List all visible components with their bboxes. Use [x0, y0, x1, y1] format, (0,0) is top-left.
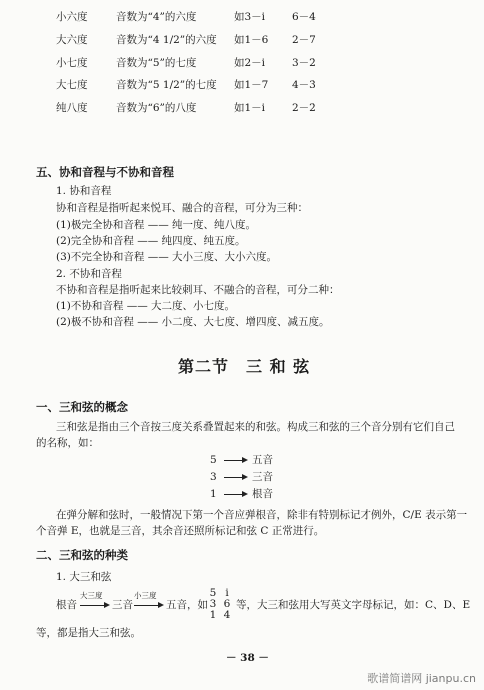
- interval-description: 音数为“4”的六度: [116, 11, 197, 23]
- triad-tone-name: 五音: [252, 454, 273, 466]
- major-third-arrow: [80, 605, 106, 606]
- stack-note: 3: [209, 598, 217, 610]
- stack-note: 5: [209, 587, 217, 599]
- interval-example-1: 如1－6: [234, 34, 269, 46]
- triad-arrow-head: [242, 457, 248, 463]
- dissonant-item-1: (1)不协和音程 —— 大二度、小七度。: [56, 300, 236, 312]
- interval-example-1: 如1－7: [234, 79, 269, 91]
- root-tone-label: 根音: [56, 599, 77, 611]
- part1-heading: 一、三和弦的概念: [36, 400, 128, 414]
- major-third-arrow-head: [104, 602, 110, 608]
- minor-third-arrow: [134, 605, 160, 606]
- consonant-item-3: (3)不完全协和音程 —— 大小三度、大小六度。: [56, 251, 278, 263]
- triad-arrow: [224, 460, 244, 461]
- interval-description: 音数为“5 1/2”的七度: [116, 79, 217, 91]
- interval-name: 大七度: [56, 79, 88, 91]
- page-number: － 38 －: [226, 652, 269, 664]
- stack-note: 1: [209, 609, 217, 621]
- interval-name: 纯八度: [56, 102, 88, 114]
- site-watermark: 歌谱简谱网 jianpu.cn: [367, 672, 476, 685]
- part2-line-rest: 等，大三和弦用大写英文字母标记，如：C、D、E: [236, 599, 471, 611]
- part1-paragraph-line1: 三和弦是指由三个音按三度关系叠置起来的和弦。构成三和弦的三个音分别有它们自己: [56, 421, 455, 433]
- consonant-item-2: (2)完全协和音程 —— 纯四度、纯五度。: [56, 235, 246, 247]
- interval-name: 大六度: [56, 34, 88, 46]
- interval-description: 音数为“5”的七度: [116, 57, 197, 69]
- stack-note: 6: [223, 598, 231, 610]
- minor-third-arrow-head: [158, 602, 164, 608]
- chord-stack-f-major: [222, 588, 232, 621]
- paragraph-consonant: 协和音程是指听起来悦耳、融合的音程，可分为三种：: [56, 202, 308, 214]
- paragraph-dissonant: 不协和音程是指听起来比较刺耳、不融合的音程，可分二种：: [56, 284, 340, 296]
- subheading-consonant: 1. 协和音程: [56, 185, 112, 197]
- triad-degree-number: 3: [210, 471, 217, 483]
- triad-tone-name: 根音: [252, 488, 273, 500]
- interval-name: 小七度: [56, 57, 88, 69]
- chord-stack-c-major: [208, 588, 218, 621]
- triad-arrow: [224, 494, 244, 495]
- stack-note: i: [225, 587, 229, 599]
- triad-degree-number: 1: [210, 488, 217, 500]
- interval-example-1: 如2－i: [234, 57, 266, 69]
- interval-description: 音数为“4 1/2”的六度: [116, 34, 217, 46]
- interval-example-2: 6－4̇: [292, 11, 316, 23]
- interval-example-2: 2－7: [292, 34, 316, 46]
- major-third-label: 大三度: [80, 591, 103, 600]
- dissonant-item-2: (2)极不协和音程 —— 小二度、大七度、增四度、减五度。: [56, 316, 330, 328]
- triad-arrow-head: [242, 491, 248, 497]
- triad-arrow-head: [242, 474, 248, 480]
- part1-paragraph2-line1: 在弹分解和弦时，一般情况下第一个音应弹根音，除非有特别标记才例外，C/E 表示第一: [56, 509, 468, 521]
- interval-example-2: 4－3̇: [292, 79, 316, 91]
- triad-degree-number: 5: [210, 454, 217, 466]
- part1-paragraph-line2: 的名称，如：: [36, 437, 99, 449]
- interval-description: 音数为“6”的八度: [116, 102, 197, 114]
- triad-arrow: [224, 477, 244, 478]
- triad-tone-name: 三音: [252, 471, 273, 483]
- part1-paragraph2-line2: 个音弹 E，也就是三音，其余音还照所标记和弦 C 正常进行。: [36, 525, 325, 537]
- stack-note: 4: [223, 609, 231, 621]
- interval-example-2: 2－2̇: [292, 102, 316, 114]
- minor-third-label: 小三度: [134, 591, 157, 600]
- interval-example-2: 3－2̇: [292, 57, 316, 69]
- consonant-item-1: (1)极完全协和音程 —— 纯一度、纯八度。: [56, 219, 257, 231]
- fifth-tone-label: 五音，如: [166, 599, 208, 611]
- part2-line2: 等，都是指大三和弦。: [36, 627, 141, 639]
- interval-example-1: 如3－i: [234, 11, 266, 23]
- interval-example-1: 如1－i: [234, 102, 266, 114]
- chapter-title: 第二节 三 和 弦: [178, 357, 311, 376]
- third-tone-label: 三音: [112, 599, 133, 611]
- part2-subheading-major: 1. 大三和弦: [56, 571, 112, 583]
- section-heading-5: 五、协和音程与不协和音程: [36, 165, 174, 179]
- subheading-dissonant: 2. 不协和音程: [56, 268, 122, 280]
- interval-name: 小六度: [56, 11, 88, 23]
- part2-heading: 二、三和弦的种类: [36, 548, 128, 562]
